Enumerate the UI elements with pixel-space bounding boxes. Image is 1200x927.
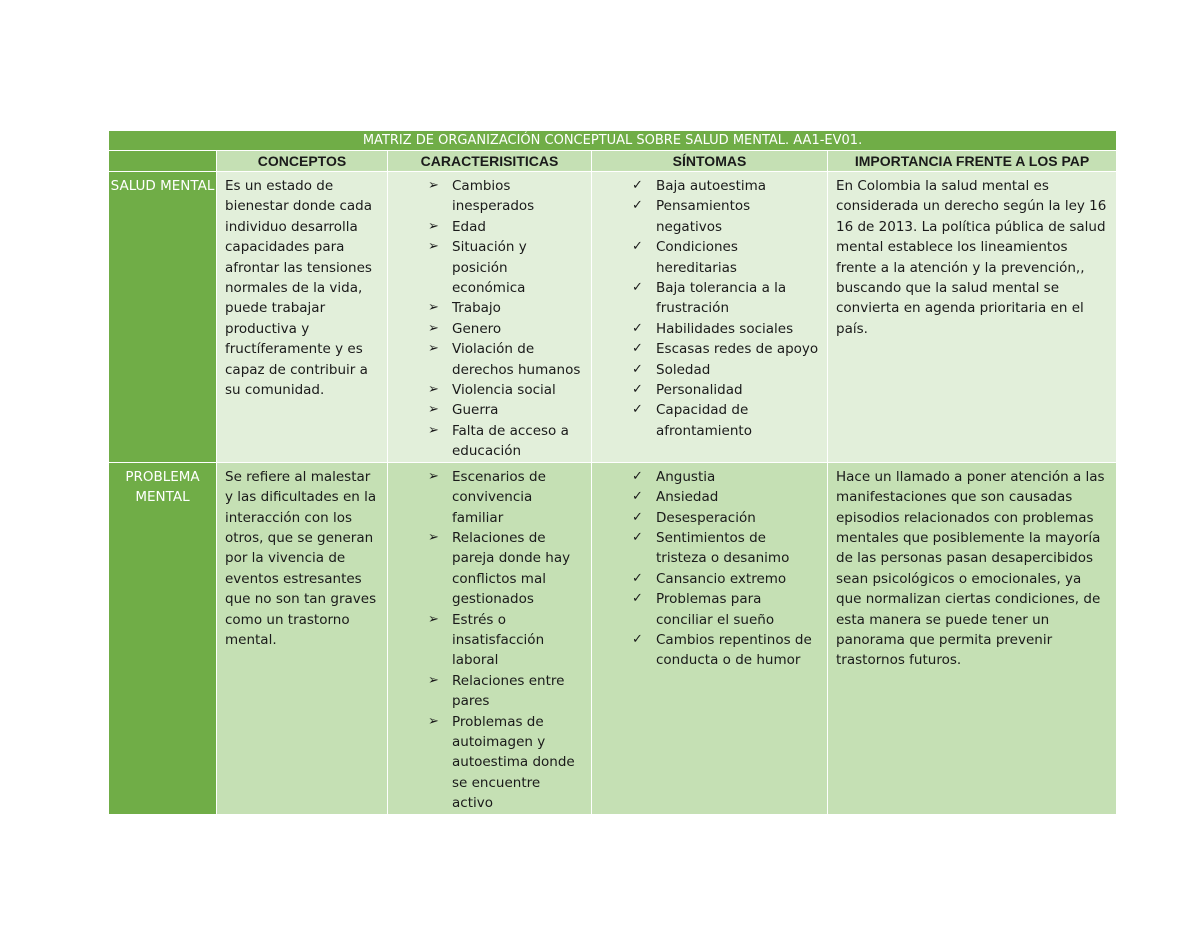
table-row [109, 172, 1117, 463]
arrow-bullet-icon: ➢ [428, 422, 439, 438]
list-item-text: Situación y posición económica [452, 239, 527, 297]
list-item [600, 569, 819, 589]
check-bullet-icon: ✓ [632, 631, 643, 647]
list-item-text: Cansancio extremo [656, 570, 787, 587]
arrow-bullet-icon: ➢ [428, 218, 439, 234]
caracteristicas-cell [388, 172, 592, 463]
row-label-problema-mental: PROBLEMA MENTAL [109, 462, 217, 814]
list-item-text: Problemas de autoimagen y autoestima donde se encuentre activo [452, 713, 575, 812]
list-item [600, 360, 819, 380]
check-bullet-icon: ✓ [632, 570, 643, 586]
check-bullet-icon: ✓ [632, 341, 643, 357]
matrix-title: MATRIZ DE ORGANIZACIÓN CONCEPTUAL SOBRE SALUD MENTAL. AA1-EV01. [109, 131, 1117, 151]
arrow-bullet-icon: ➢ [428, 468, 439, 484]
list-item [396, 610, 583, 671]
list-item-text: Pensamientos negativos [656, 198, 751, 235]
list-item [396, 671, 583, 712]
sintomas-list [600, 176, 819, 441]
check-bullet-icon: ✓ [632, 361, 643, 377]
check-bullet-icon: ✓ [632, 239, 643, 255]
list-item [396, 176, 583, 217]
sintomas-cell [592, 462, 828, 814]
check-bullet-icon: ✓ [632, 489, 643, 505]
list-item [396, 528, 583, 610]
list-item-text: Escasas redes de apoyo [656, 341, 819, 358]
sintomas-cell [592, 172, 828, 463]
importancia-cell: Hace un llamado a poner atención a las manifestaciones que son causadas episodios relacionados con problemas mentales que posiblemente la mayoría de las personas pasan desapercibidos sean psicológicos o emocionales, ya que normalizan ciertas condiciones, de esta manera se puede tener un panorama que permita prevenir trastornos futuros. [828, 462, 1117, 814]
conceptual-matrix-table [108, 130, 1117, 815]
list-item [396, 298, 583, 318]
arrow-bullet-icon: ➢ [428, 402, 439, 418]
concepto-cell: Se refiere al malestar y las dificultades en la interacción con los otros, que se generan por la vivencia de eventos estresantes que no son tan graves como un trastorno mental. [217, 462, 388, 814]
arrow-bullet-icon: ➢ [428, 300, 439, 316]
check-bullet-icon: ✓ [632, 468, 643, 484]
arrow-bullet-icon: ➢ [428, 320, 439, 336]
list-item-text: Desesperación [656, 509, 756, 526]
list-item [600, 508, 819, 528]
list-item-text: Escenarios de convivencia familiar [452, 468, 546, 526]
list-item-text: Baja autoestima [656, 178, 767, 194]
arrow-bullet-icon: ➢ [428, 529, 439, 545]
importancia-cell: En Colombia la salud mental es considerada un derecho según la ley 16 16 de 2013. La política pública de salud mental establece los lineamientos frente a la atención y la prevención,, buscando que la salud mental se convierta en agenda prioritaria en el país. [828, 172, 1117, 463]
list-item [600, 237, 819, 278]
list-item-text: Guerra [452, 402, 499, 419]
header-conceptos: CONCEPTOS [217, 151, 388, 172]
concepto-cell: Es un estado de bienestar donde cada individuo desarrolla capacidades para afrontar las tensiones normales de la vida, puede trabajar productiva y fructíferamente y es capaz de contribuir a su comunidad. [217, 172, 388, 463]
list-item-text: Relaciones de pareja donde hay conflictos mal gestionados [452, 529, 571, 608]
list-item [396, 380, 583, 400]
list-item [600, 467, 819, 487]
list-item [396, 339, 583, 380]
header-empty-cell [109, 151, 217, 172]
list-item [396, 217, 583, 237]
arrow-bullet-icon: ➢ [428, 611, 439, 627]
check-bullet-icon: ✓ [632, 198, 643, 214]
check-bullet-icon: ✓ [632, 382, 643, 398]
check-bullet-icon: ✓ [632, 280, 643, 296]
list-item-text: Trabajo [452, 300, 501, 317]
list-item-text: Violación de derechos humanos [452, 341, 581, 378]
list-item-text: Capacidad de afrontamiento [656, 402, 752, 439]
row-label-salud-mental: SALUD MENTAL [109, 172, 217, 463]
list-item [396, 421, 583, 462]
arrow-bullet-icon: ➢ [428, 672, 439, 688]
list-item-text: Cambios repentinos de conducta o de humor [656, 631, 812, 669]
list-item-text: Violencia social [452, 382, 556, 399]
list-item-text: Relaciones entre pares [452, 672, 565, 710]
list-item [600, 380, 819, 400]
header-importancia: IMPORTANCIA FRENTE A LOS PAP [828, 151, 1117, 172]
arrow-bullet-icon: ➢ [428, 713, 439, 729]
list-item [600, 176, 819, 196]
list-item [600, 589, 819, 630]
list-item-text: Sentimientos de tristeza o desanimo [656, 529, 790, 567]
list-item-text: Habilidades sociales [656, 320, 794, 337]
list-item-text: Estrés o insatisfacción laboral [452, 611, 545, 669]
list-item [396, 400, 583, 420]
list-item-text: Soledad [656, 361, 711, 378]
caracteristicas-list [396, 467, 583, 814]
list-item-text: Baja tolerancia a la frustración [656, 280, 787, 317]
list-item [396, 467, 583, 528]
header-caracteristicas: CARACTERISITICAS [388, 151, 592, 172]
arrow-bullet-icon: ➢ [428, 239, 439, 255]
list-item-text: Angustia [656, 468, 716, 485]
list-item-text: Falta de acceso a educación [452, 422, 569, 460]
table-row [109, 462, 1117, 814]
list-item [600, 400, 819, 441]
list-item-text: Problemas para conciliar el sueño [656, 591, 775, 628]
check-bullet-icon: ✓ [632, 509, 643, 525]
check-bullet-icon: ✓ [632, 320, 643, 336]
list-item [600, 319, 819, 339]
arrow-bullet-icon: ➢ [428, 178, 439, 193]
list-item [600, 278, 819, 319]
list-item-text: Personalidad [656, 382, 743, 399]
arrow-bullet-icon: ➢ [428, 341, 439, 357]
list-item [396, 319, 583, 339]
list-item [600, 487, 819, 507]
list-item-text: Genero [452, 320, 502, 337]
list-item [396, 712, 583, 814]
list-item [600, 630, 819, 671]
list-item-text: Condiciones hereditarias [656, 239, 738, 276]
check-bullet-icon: ✓ [632, 529, 643, 545]
list-item [600, 196, 819, 237]
list-item [600, 339, 819, 359]
check-bullet-icon: ✓ [632, 591, 643, 607]
list-item [600, 528, 819, 569]
caracteristicas-list [396, 176, 583, 462]
header-sintomas: SÍNTOMAS [592, 151, 828, 172]
list-item-text: Edad [452, 218, 486, 235]
caracteristicas-cell [388, 462, 592, 814]
check-bullet-icon: ✓ [632, 402, 643, 418]
list-item [396, 237, 583, 298]
sintomas-list [600, 467, 819, 671]
arrow-bullet-icon: ➢ [428, 382, 439, 398]
check-bullet-icon: ✓ [632, 178, 643, 193]
list-item-text: Cambios inesperados [452, 178, 535, 215]
list-item-text: Ansiedad [656, 489, 719, 506]
